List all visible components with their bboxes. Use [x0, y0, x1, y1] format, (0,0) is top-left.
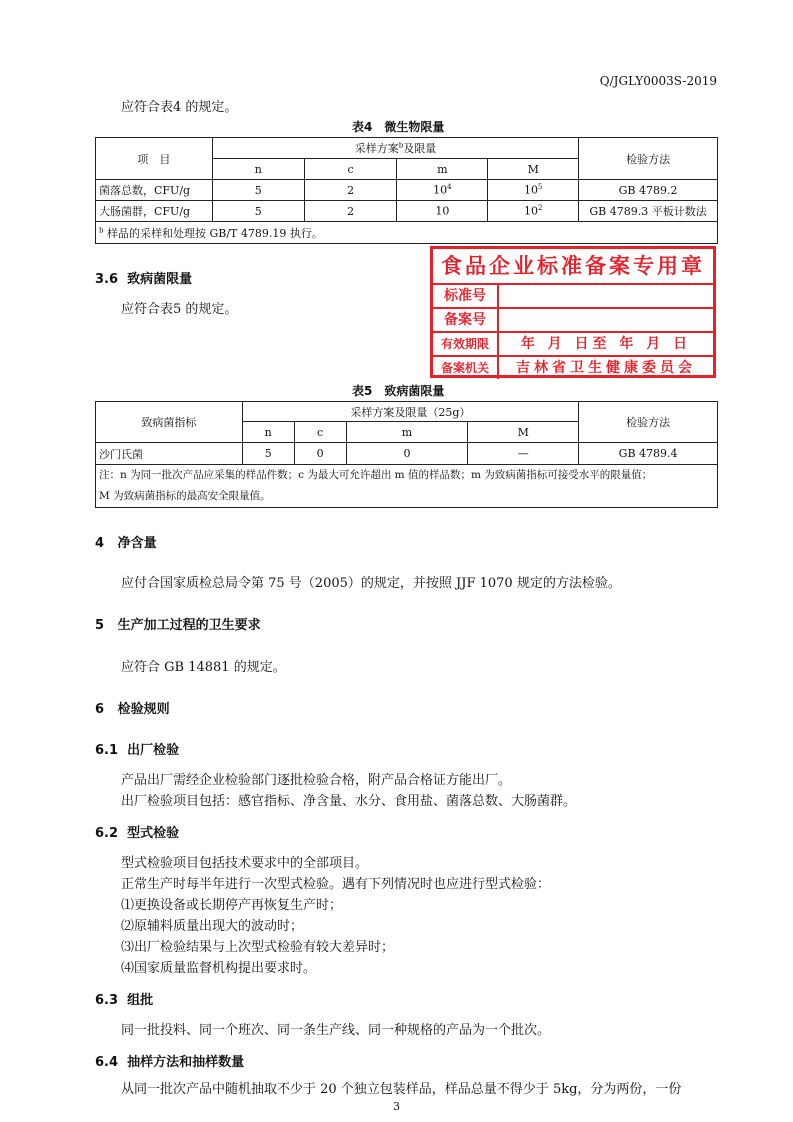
sub-header: n — [242, 422, 294, 443]
table-row: 大肠菌群，CFU/g 5 2 10 $10^2$ GB 4789.3 平板计数法 — [96, 201, 718, 222]
paragraph: 从同一批次产品中随机抽取不少于 20 个独立包装样品，样品总量不得少于 5kg，分为两份，一份 — [121, 1082, 682, 1097]
sub-header: M — [488, 159, 579, 180]
section-title: 组批 — [127, 993, 154, 1008]
sub-header: c — [304, 159, 397, 180]
col-header: 项 目 — [96, 138, 213, 180]
sub-header: m — [346, 422, 468, 443]
sub-header: c — [294, 422, 346, 443]
section-title: 抽样方法和抽样数量 — [127, 1055, 245, 1070]
table-note: 注：n 为同一批次产品应采集的样品件数；c 为最大可允许超出 m 值的样品数；m 为致病菌指标可接受水平的限量值； M 为致病菌指标的最高安全限量值。 — [96, 465, 718, 508]
paragraph: 型式检验项目包括技术要求中的全部项目。 — [121, 856, 369, 871]
col-header: 采样方案$^b$及限量 — [212, 138, 578, 159]
list-item: ⑷国家质量监督机构提出要求时。 — [121, 961, 317, 976]
paragraph: 应符合表4 的规定。 — [121, 100, 238, 115]
section-title: 致病菌限量 — [127, 272, 193, 287]
paragraph: 应付合国家质检总局令第 75 号（2005）的规定，并按照 JJF 1070 规定的方法检验。 — [121, 576, 621, 591]
table5 — [95, 401, 718, 508]
section-title: 出厂检验 — [127, 743, 180, 758]
doc-code: Q/JGLY0003S-2019 — [599, 74, 717, 88]
table5-title: 表5 致病菌限量 — [352, 384, 445, 398]
section-number: 4 — [95, 536, 105, 551]
section-title: 检验规则 — [117, 702, 170, 717]
paragraph: 同一批投料、同一个班次、同一条生产线、同一种规格的产品为一个批次。 — [121, 1023, 551, 1038]
paragraph: 正常生产时每半年进行一次型式检验。遇有下列情况时也应进行型式检验： — [121, 877, 551, 892]
section-number: 6.4 — [95, 1055, 119, 1070]
list-item: ⑶出厂检验结果与上次型式检验有较大差异时； — [121, 940, 395, 955]
sub-header: M — [468, 422, 579, 443]
table-row: 菌落总数，CFU/g 5 2 $10^4$ $10^5$ GB 4789.2 — [96, 180, 718, 201]
section-number: 5 — [95, 618, 105, 633]
section-title: 净含量 — [117, 536, 157, 551]
section-title: 型式检验 — [127, 826, 180, 841]
table4 — [95, 137, 718, 244]
section-title: 生产加工过程的卫生要求 — [117, 618, 261, 633]
section-number: 6.1 — [95, 743, 119, 758]
paragraph: 产品出厂需经企业检验部门逐批检验合格，附产品合格证方能出厂。 — [121, 773, 512, 788]
filing-stamp: 食品企业标准备案专用章 标准号 备案号 有效期限 年 月 日至 年 月 日 备案机关 吉林省卫生健康委员会 — [430, 246, 716, 378]
paragraph: 应符合表5 的规定。 — [121, 302, 238, 317]
col-header: 采样方案及限量（25g） — [242, 402, 578, 422]
list-item: ⑵原辅料质量出现大的波动时； — [121, 919, 304, 934]
section-number: 6.2 — [95, 826, 119, 841]
section-number: 3.6 — [95, 272, 119, 287]
col-header: 检验方法 — [579, 138, 718, 180]
col-header: 检验方法 — [579, 402, 718, 443]
section-number: 6 — [95, 702, 105, 717]
table4-title: 表4 微生物限量 — [352, 120, 445, 134]
table-row: 沙门氏菌 5 0 0 — GB 4789.4 — [96, 443, 718, 465]
sub-header: n — [212, 159, 304, 180]
section-number: 6.3 — [95, 993, 119, 1008]
list-item: ⑴更换设备或长期停产再恢复生产时； — [121, 898, 343, 913]
col-header: 致病菌指标 — [96, 402, 243, 443]
paragraph: 应符合 GB 14881 的规定。 — [121, 660, 286, 675]
page-number: 3 — [393, 1100, 400, 1113]
paragraph: 出厂检验项目包括：感官指标、净含量、水分、食用盐、菌落总数、大肠菌群。 — [121, 794, 577, 809]
table-footnote: $^b$ 样品的采样和处理按 GB/T 4789.19 执行。 — [96, 222, 718, 244]
sub-header: m — [397, 159, 488, 180]
